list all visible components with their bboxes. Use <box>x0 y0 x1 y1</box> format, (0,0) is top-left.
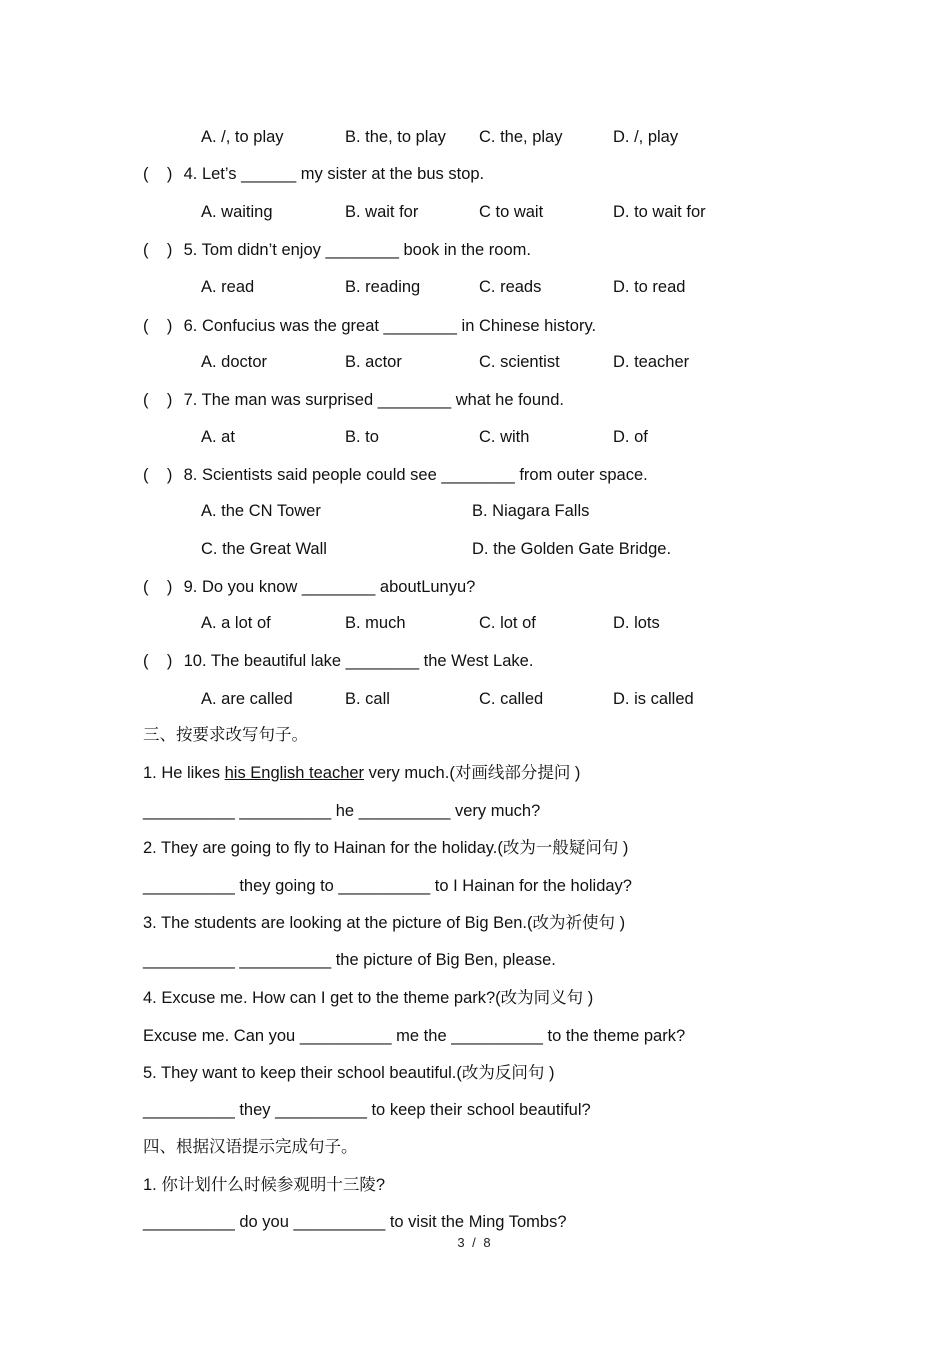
answer-bracket[interactable]: ( ) <box>143 391 173 409</box>
question-text: Scientists said people could see ________ from outer space. <box>201 466 648 484</box>
q7-option-c: C. with <box>479 428 530 446</box>
q8-option-d: D. the Golden Gate Bridge. <box>472 540 672 558</box>
q10-option-d: D. is called <box>613 690 694 708</box>
question-8 <box>143 465 648 485</box>
q3-option-b: B. the, to play <box>345 128 446 146</box>
question-text: The beautiful lake ________ the West Lake. <box>210 652 534 670</box>
rewrite-5-prompt: 5. They want to keep their school beautiful.(改为反问句 ) <box>143 1064 555 1082</box>
answer-bracket[interactable]: ( ) <box>143 578 173 596</box>
translate-1-prompt: 1. 你计划什么时候参观明十三陵? <box>143 1176 386 1194</box>
rewrite-1-text: 1. He likes <box>143 764 225 782</box>
rewrite-1-prompt <box>143 763 580 783</box>
translate-1-answer[interactable]: __________ do you __________ to visit the Ming Tombs? <box>143 1213 567 1231</box>
rewrite-3-prompt: 3. The students are looking at the picture of Big Ben.(改为祈使句 ) <box>143 914 626 932</box>
question-text: Let’s ______ my sister at the bus stop. <box>201 165 485 183</box>
q6-option-b: B. actor <box>345 353 402 371</box>
question-text: Tom didn’t enjoy ________ book in the room. <box>201 241 531 259</box>
answer-bracket[interactable]: ( ) <box>143 241 173 259</box>
question-number: 6. <box>183 317 198 335</box>
rewrite-5-answer[interactable]: __________ they __________ to keep their school beautiful? <box>143 1101 591 1119</box>
question-text: Confucius was the great ________ in Chinese history. <box>201 317 597 335</box>
question-text: Do you know ________ aboutLunyu? <box>201 578 476 596</box>
page-number: 3 / 8 <box>457 1235 493 1250</box>
q4-option-c: C to wait <box>479 203 544 221</box>
answer-bracket[interactable]: ( ) <box>143 317 173 335</box>
q4-option-d: D. to wait for <box>613 203 706 221</box>
q8-option-b: B. Niagara Falls <box>472 502 590 520</box>
q7-option-d: D. of <box>613 428 648 446</box>
answer-bracket[interactable]: ( ) <box>143 165 173 183</box>
q5-option-a: A. read <box>201 278 255 296</box>
question-number: 5. <box>183 241 198 259</box>
section-4-heading: 四、根据汉语提示完成句子。 <box>143 1138 358 1156</box>
section-3-heading: 三、按要求改写句子。 <box>143 726 308 744</box>
q9-option-b: B. much <box>345 614 406 632</box>
q9-option-d: D. lots <box>613 614 660 632</box>
q6-option-c: C. scientist <box>479 353 560 371</box>
q10-option-c: C. called <box>479 690 544 708</box>
rewrite-1-instruction: very much.(对画线部分提问 ) <box>364 764 581 782</box>
rewrite-1-answer[interactable]: __________ __________ he __________ very much? <box>143 802 541 820</box>
q6-option-d: D. teacher <box>613 353 690 371</box>
q10-option-b: B. call <box>345 690 390 708</box>
question-5 <box>143 240 531 260</box>
rewrite-4-answer[interactable]: Excuse me. Can you __________ me the __________ to the theme park? <box>143 1027 686 1045</box>
question-number: 7. <box>183 391 198 409</box>
underlined-phrase: his English teacher <box>224 764 365 782</box>
rewrite-2-answer[interactable]: __________ they going to __________ to I Hainan for the holiday? <box>143 877 632 895</box>
q3-option-a: A. /, to play <box>201 128 284 146</box>
answer-bracket[interactable]: ( ) <box>143 466 173 484</box>
q5-option-d: D. to read <box>613 278 686 296</box>
question-10 <box>143 651 533 671</box>
q7-option-a: A. at <box>201 428 235 446</box>
question-number: 9. <box>183 578 198 596</box>
question-6 <box>143 316 596 336</box>
q8-option-c: C. the Great Wall <box>201 540 327 558</box>
question-7 <box>143 390 564 410</box>
q10-option-a: A. are called <box>201 690 293 708</box>
q6-option-a: A. doctor <box>201 353 268 371</box>
rewrite-2-prompt: 2. They are going to fly to Hainan for the holiday.(改为一般疑问句 ) <box>143 839 629 857</box>
q8-option-a: A. the CN Tower <box>201 502 321 520</box>
q7-option-b: B. to <box>345 428 379 446</box>
rewrite-3-answer[interactable]: __________ __________ the picture of Big Ben, please. <box>143 951 556 969</box>
rewrite-4-prompt: 4. Excuse me. How can I get to the theme park?(改为同义句 ) <box>143 989 594 1007</box>
q9-option-c: C. lot of <box>479 614 536 632</box>
q3-option-c: C. the, play <box>479 128 563 146</box>
q5-option-b: B. reading <box>345 278 421 296</box>
question-4 <box>143 164 484 184</box>
q4-option-b: B. wait for <box>345 203 419 221</box>
q3-option-d: D. /, play <box>613 128 679 146</box>
answer-bracket[interactable]: ( ) <box>143 652 173 670</box>
q9-option-a: A. a lot of <box>201 614 271 632</box>
question-9 <box>143 577 475 597</box>
question-number: 10. <box>183 652 207 670</box>
q5-option-c: C. reads <box>479 278 542 296</box>
question-number: 4. <box>183 165 198 183</box>
q4-option-a: A. waiting <box>201 203 273 221</box>
question-number: 8. <box>183 466 198 484</box>
question-text: The man was surprised ________ what he found. <box>201 391 564 409</box>
